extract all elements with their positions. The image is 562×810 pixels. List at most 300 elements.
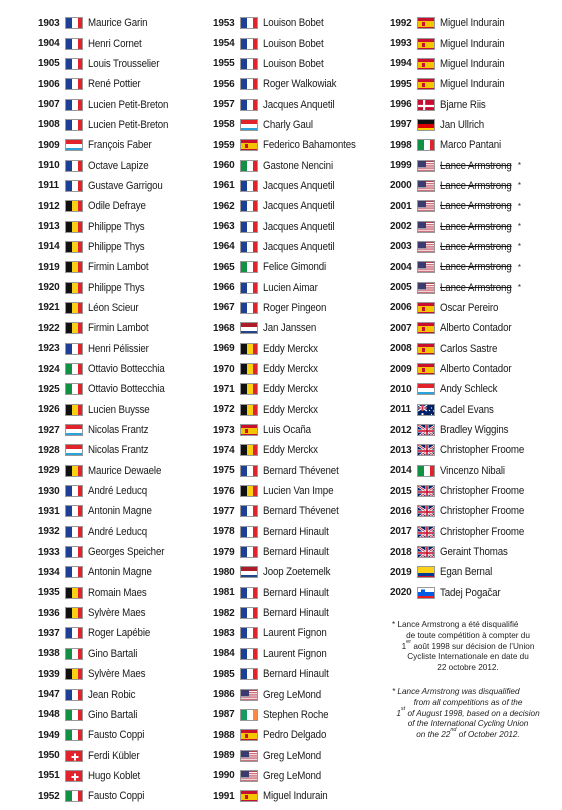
winner-row bbox=[38, 623, 175, 643]
winner-year: 1905 bbox=[38, 58, 60, 70]
winner-name: Lucien Aimar bbox=[263, 281, 318, 294]
winner-name: Charly Gaul bbox=[263, 118, 313, 131]
winner-row bbox=[390, 501, 532, 521]
winner-row bbox=[390, 115, 532, 135]
winner-row bbox=[38, 237, 175, 257]
winner-row bbox=[390, 461, 532, 481]
winner-row bbox=[213, 542, 364, 562]
footnote-text: on the 22 bbox=[416, 730, 451, 740]
winner-year: 1981 bbox=[213, 587, 235, 599]
winner-name: Lance Armstrong bbox=[440, 179, 512, 192]
winner-row bbox=[390, 155, 532, 175]
flag-icon bbox=[417, 465, 435, 477]
footnote-sup: st bbox=[400, 705, 406, 712]
footnote-text: 1 bbox=[401, 641, 407, 651]
winner-year: 1971 bbox=[213, 383, 235, 395]
winner-row bbox=[390, 583, 532, 603]
winner-row bbox=[38, 298, 175, 318]
winner-row bbox=[213, 237, 364, 257]
flag-icon bbox=[65, 302, 83, 314]
winner-name: Firmin Lambot bbox=[88, 261, 149, 274]
winner-year: 2013 bbox=[390, 444, 412, 456]
flag-icon bbox=[65, 465, 83, 477]
winner-row bbox=[213, 277, 364, 297]
footnote-line bbox=[392, 727, 544, 741]
winner-name: Lucien Petit-Breton bbox=[88, 118, 169, 131]
winner-row bbox=[213, 420, 364, 440]
winner-name: Maurice Garin bbox=[88, 17, 148, 30]
winner-name: Greg LeMond bbox=[263, 688, 322, 701]
winner-name: Henri Pélissier bbox=[88, 342, 149, 355]
winner-name: Bernard Hinault bbox=[263, 668, 329, 681]
winner-year: 1925 bbox=[38, 383, 60, 395]
winner-name: Roger Walkowiak bbox=[263, 78, 337, 91]
flag-icon bbox=[240, 546, 258, 558]
winner-name: Lance Armstrong bbox=[440, 240, 512, 253]
footnote-sup: nd bbox=[450, 727, 457, 734]
winner-row bbox=[213, 318, 364, 338]
flag-icon bbox=[65, 322, 83, 334]
flag-icon bbox=[240, 343, 258, 355]
flag-icon bbox=[65, 119, 83, 131]
flag-icon bbox=[65, 282, 83, 294]
winner-name: Bernard Hinault bbox=[263, 525, 329, 538]
winner-row bbox=[213, 115, 364, 135]
footnote-line bbox=[392, 705, 544, 720]
winner-row bbox=[390, 135, 532, 155]
flag-icon bbox=[65, 790, 83, 802]
footnote-line bbox=[392, 638, 544, 653]
winner-row bbox=[213, 359, 364, 379]
winner-name: Miguel Indurain bbox=[440, 37, 505, 50]
winner-row bbox=[38, 74, 175, 94]
flag-icon bbox=[417, 99, 435, 111]
winner-year: 1921 bbox=[38, 302, 60, 314]
winner-name: Lance Armstrong bbox=[440, 200, 512, 213]
winner-row bbox=[390, 54, 532, 74]
winner-year: 1910 bbox=[38, 160, 60, 172]
flag-icon bbox=[417, 546, 435, 558]
winner-year: 1953 bbox=[213, 17, 235, 29]
winner-year: 1919 bbox=[38, 261, 60, 273]
footnote-text: of October 2012. bbox=[456, 730, 520, 740]
flag-icon bbox=[240, 424, 258, 436]
winner-name: Roger Lapébie bbox=[88, 627, 151, 640]
winner-year: 1903 bbox=[38, 17, 60, 29]
flag-icon bbox=[240, 58, 258, 70]
winner-name: Egan Bernal bbox=[440, 566, 493, 579]
flag-icon bbox=[65, 607, 83, 619]
winner-row bbox=[213, 786, 364, 806]
winner-row bbox=[213, 155, 364, 175]
footnote-text: août 1998 sur décision de l’Union bbox=[411, 641, 535, 651]
winner-name: Eddy Merckx bbox=[263, 403, 318, 416]
winner-year: 1977 bbox=[213, 505, 235, 517]
flag-icon bbox=[65, 485, 83, 497]
winner-year: 1926 bbox=[38, 404, 60, 416]
flag-icon bbox=[417, 180, 435, 192]
winner-year: 2001 bbox=[390, 200, 412, 212]
winner-name: Lucien Petit-Breton bbox=[88, 98, 169, 111]
winner-name: Christopher Froome bbox=[440, 444, 525, 457]
winner-row bbox=[390, 400, 532, 420]
winner-row bbox=[38, 481, 175, 501]
winner-name: Gino Bartali bbox=[88, 708, 138, 721]
winner-year: 1965 bbox=[213, 261, 235, 273]
winner-row bbox=[213, 461, 364, 481]
winner-row bbox=[213, 216, 364, 236]
winner-year: 1932 bbox=[38, 526, 60, 538]
winner-name: André Leducq bbox=[88, 525, 148, 538]
flag-icon bbox=[240, 221, 258, 233]
winner-row bbox=[38, 603, 175, 623]
flag-icon bbox=[240, 485, 258, 497]
winner-name: Eddy Merckx bbox=[263, 342, 318, 355]
winner-year: 1983 bbox=[213, 627, 235, 639]
winner-year: 2020 bbox=[390, 587, 412, 599]
winner-year: 2003 bbox=[390, 241, 412, 253]
winner-row bbox=[390, 562, 532, 582]
winner-name: Firmin Lambot bbox=[88, 322, 149, 335]
winner-year: 1907 bbox=[38, 99, 60, 111]
winner-year: 2007 bbox=[390, 322, 412, 334]
winner-year: 1992 bbox=[390, 17, 412, 29]
flag-icon bbox=[417, 383, 435, 395]
flag-icon bbox=[240, 729, 258, 741]
flag-icon bbox=[417, 261, 435, 273]
flag-icon bbox=[417, 322, 435, 334]
winner-year: 1920 bbox=[38, 282, 60, 294]
flag-icon bbox=[240, 322, 258, 334]
winner-year: 1987 bbox=[213, 709, 235, 721]
winner-year: 1909 bbox=[38, 139, 60, 151]
winner-year: 1962 bbox=[213, 200, 235, 212]
flag-icon bbox=[65, 668, 83, 680]
flag-icon bbox=[65, 99, 83, 111]
winner-year: 2000 bbox=[390, 180, 412, 192]
winner-year: 1927 bbox=[38, 424, 60, 436]
winner-row bbox=[38, 176, 175, 196]
winner-row bbox=[38, 420, 175, 440]
winner-row bbox=[213, 501, 364, 521]
winner-name: Sylvère Maes bbox=[88, 607, 146, 620]
winner-row bbox=[213, 135, 364, 155]
winner-year: 1999 bbox=[390, 160, 412, 172]
column-3 bbox=[390, 13, 532, 603]
flag-icon bbox=[417, 282, 435, 294]
winner-row bbox=[38, 522, 175, 542]
winner-year: 1974 bbox=[213, 444, 235, 456]
winner-year: 2012 bbox=[390, 424, 412, 436]
flag-icon bbox=[65, 566, 83, 578]
winner-row bbox=[213, 725, 364, 745]
flag-icon bbox=[417, 526, 435, 538]
flag-icon bbox=[240, 383, 258, 395]
winner-name: Tadej Pogačar bbox=[440, 586, 501, 599]
winner-name: Louison Bobet bbox=[263, 17, 324, 30]
flag-icon bbox=[240, 404, 258, 416]
winner-name: Sylvère Maes bbox=[88, 668, 146, 681]
flag-icon bbox=[417, 200, 435, 212]
flag-icon bbox=[65, 78, 83, 90]
winner-year: 1911 bbox=[38, 180, 59, 192]
winner-year: 1928 bbox=[38, 444, 60, 456]
winner-year: 1949 bbox=[38, 729, 60, 741]
winner-year: 1960 bbox=[213, 160, 235, 172]
footnote-text: 1 bbox=[396, 708, 401, 718]
footnote-mark: * bbox=[517, 283, 521, 293]
winner-year: 1923 bbox=[38, 343, 60, 355]
winner-name: Christopher Froome bbox=[440, 485, 525, 498]
footnote-french bbox=[392, 620, 544, 674]
footnote-line: Lance Armstrong was disqualified bbox=[397, 687, 520, 696]
winner-year: 1972 bbox=[213, 404, 235, 416]
winner-row bbox=[390, 94, 532, 114]
winner-year: 1989 bbox=[213, 750, 235, 762]
winner-name: Laurent Fignon bbox=[263, 627, 327, 640]
footnote-mark: * bbox=[517, 181, 521, 191]
flag-icon bbox=[240, 302, 258, 314]
flag-icon bbox=[65, 709, 83, 721]
winner-name: Bradley Wiggins bbox=[440, 424, 509, 437]
flag-icon bbox=[417, 241, 435, 253]
flag-icon bbox=[417, 505, 435, 517]
winner-year: 1904 bbox=[38, 38, 60, 50]
winner-year: 1986 bbox=[213, 689, 235, 701]
flag-icon bbox=[240, 78, 258, 90]
winner-year: 1939 bbox=[38, 668, 60, 680]
winner-name: Georges Speicher bbox=[88, 546, 165, 559]
winner-row bbox=[390, 298, 532, 318]
winner-name: René Pottier bbox=[88, 78, 141, 91]
winner-year: 1995 bbox=[390, 78, 412, 90]
flag-icon bbox=[417, 160, 435, 172]
winner-row bbox=[38, 644, 175, 664]
winner-name: Eddy Merckx bbox=[263, 363, 318, 376]
winner-name: Greg LeMond bbox=[263, 769, 322, 782]
winner-name: Miguel Indurain bbox=[440, 78, 505, 91]
winner-name: Eddy Merckx bbox=[263, 444, 318, 457]
flag-icon bbox=[417, 404, 435, 416]
winner-row bbox=[38, 461, 175, 481]
flag-icon bbox=[65, 627, 83, 639]
winner-name: Miguel Indurain bbox=[440, 57, 505, 70]
winner-row bbox=[38, 54, 175, 74]
flag-icon bbox=[240, 282, 258, 294]
winner-row bbox=[38, 379, 175, 399]
winner-name: Jacques Anquetil bbox=[263, 179, 335, 192]
winner-row bbox=[38, 684, 175, 704]
winner-year: 1997 bbox=[390, 119, 412, 131]
flag-icon bbox=[240, 38, 258, 50]
winner-row bbox=[38, 766, 175, 786]
winner-name: Bernard Hinault bbox=[263, 586, 329, 599]
flag-icon bbox=[240, 363, 258, 375]
winner-year: 2018 bbox=[390, 546, 412, 558]
winner-row bbox=[38, 562, 175, 582]
flag-icon bbox=[240, 139, 258, 151]
flag-icon bbox=[65, 729, 83, 741]
winner-year: 1961 bbox=[213, 180, 235, 192]
winner-name: Bernard Hinault bbox=[263, 546, 329, 559]
winner-name: Philippe Thys bbox=[88, 220, 145, 233]
flag-icon bbox=[417, 78, 435, 90]
winner-row bbox=[213, 745, 364, 765]
footnote-text: of August 1998, based on a decision bbox=[405, 708, 540, 718]
winner-row bbox=[390, 440, 532, 460]
winner-year: 1973 bbox=[213, 424, 235, 436]
winner-year: 1933 bbox=[38, 546, 60, 558]
winner-row bbox=[390, 359, 532, 379]
winner-row bbox=[38, 400, 175, 420]
winner-year: 1991 bbox=[213, 790, 235, 802]
winner-row bbox=[38, 115, 175, 135]
winner-row bbox=[390, 339, 532, 359]
footnote-line: Lance Armstrong a été disqualifié bbox=[397, 620, 519, 629]
winner-name: Federico Bahamontes bbox=[263, 139, 356, 152]
winner-row bbox=[38, 94, 175, 114]
winner-year: 1978 bbox=[213, 526, 235, 538]
winner-name: Lance Armstrong bbox=[440, 281, 512, 294]
flag-icon bbox=[240, 465, 258, 477]
winner-name: Jan Ullrich bbox=[440, 118, 484, 131]
flag-icon bbox=[417, 119, 435, 131]
winner-year: 1934 bbox=[38, 566, 60, 578]
flag-icon bbox=[240, 180, 258, 192]
winner-row bbox=[38, 13, 175, 33]
winner-year: 1964 bbox=[213, 241, 235, 253]
winner-name: Antonin Magne bbox=[88, 505, 152, 518]
winner-row bbox=[38, 542, 175, 562]
winner-year: 1988 bbox=[213, 729, 235, 741]
winner-row bbox=[213, 766, 364, 786]
winner-year: 2005 bbox=[390, 282, 412, 294]
flag-icon bbox=[240, 17, 258, 29]
winner-name: Oscar Pereiro bbox=[440, 301, 499, 314]
winner-year: 1975 bbox=[213, 465, 235, 477]
winner-year: 1924 bbox=[38, 363, 60, 375]
winner-row bbox=[38, 257, 175, 277]
footnote-mark: * bbox=[392, 687, 396, 696]
flag-icon bbox=[240, 261, 258, 273]
winner-name: Stephen Roche bbox=[263, 708, 329, 721]
winner-name: Jacques Anquetil bbox=[263, 98, 335, 111]
winner-name: Odile Defraye bbox=[88, 200, 146, 213]
winner-year: 2002 bbox=[390, 221, 412, 233]
winner-name: Luis Ocaña bbox=[263, 424, 311, 437]
winner-row bbox=[213, 379, 364, 399]
winner-name: Bernard Hinault bbox=[263, 607, 329, 620]
winner-name: Lucien Buysse bbox=[88, 403, 150, 416]
winner-year: 1998 bbox=[390, 139, 412, 151]
winner-row bbox=[213, 522, 364, 542]
winner-year: 2019 bbox=[390, 566, 412, 578]
winner-year: 1966 bbox=[213, 282, 235, 294]
winner-name: Louison Bobet bbox=[263, 57, 324, 70]
flag-icon bbox=[65, 404, 83, 416]
winner-name: Eddy Merckx bbox=[263, 383, 318, 396]
winner-year: 2016 bbox=[390, 505, 412, 517]
flag-icon bbox=[417, 485, 435, 497]
column-1 bbox=[38, 13, 175, 806]
winner-year: 1931 bbox=[38, 505, 60, 517]
footnote-english bbox=[392, 687, 544, 741]
footnote-line: from all competitions as of the bbox=[413, 697, 523, 707]
winner-name: Philippe Thys bbox=[88, 240, 145, 253]
winner-year: 1906 bbox=[38, 78, 60, 90]
winner-year: 2004 bbox=[390, 261, 412, 273]
winner-row bbox=[390, 176, 532, 196]
footnote-line: Cycliste Internationale en date du bbox=[407, 652, 529, 662]
winner-row bbox=[213, 196, 364, 216]
winner-year: 1993 bbox=[390, 38, 412, 50]
winner-row bbox=[213, 603, 364, 623]
winner-year: 1994 bbox=[390, 58, 412, 70]
footnote-line: 22 octobre 2012. bbox=[437, 663, 499, 673]
winner-year: 1913 bbox=[38, 221, 60, 233]
flag-icon bbox=[65, 546, 83, 558]
winner-row bbox=[213, 664, 364, 684]
flag-icon bbox=[240, 648, 258, 660]
winner-name: Philippe Thys bbox=[88, 281, 145, 294]
flag-icon bbox=[65, 58, 83, 70]
flag-icon bbox=[417, 302, 435, 314]
winner-name: Gino Bartali bbox=[88, 647, 138, 660]
winner-year: 1922 bbox=[38, 322, 60, 334]
winner-name: Maurice Dewaele bbox=[88, 464, 162, 477]
footnote-mark: * bbox=[392, 620, 396, 629]
winner-row bbox=[213, 257, 364, 277]
winner-year: 1938 bbox=[38, 648, 60, 660]
winner-year: 1951 bbox=[38, 770, 60, 782]
winner-year: 1990 bbox=[213, 770, 235, 782]
winner-name: François Faber bbox=[88, 139, 152, 152]
winner-row bbox=[390, 216, 532, 236]
winner-name: Lance Armstrong bbox=[440, 159, 512, 172]
winner-name: Hugo Koblet bbox=[88, 769, 141, 782]
winner-name: Alberto Contador bbox=[440, 363, 512, 376]
flag-icon bbox=[65, 648, 83, 660]
flag-icon bbox=[65, 139, 83, 151]
flag-icon bbox=[65, 526, 83, 538]
flag-icon bbox=[240, 668, 258, 680]
winner-name: Geraint Thomas bbox=[440, 546, 508, 559]
flag-icon bbox=[65, 587, 83, 599]
flag-icon bbox=[417, 17, 435, 29]
winner-row bbox=[38, 786, 175, 806]
footnote-mark: * bbox=[517, 242, 521, 252]
winner-name: Ottavio Bottecchia bbox=[88, 363, 165, 376]
footnote-line: de toute compétition à compter du bbox=[406, 630, 530, 640]
winner-name: Henri Cornet bbox=[88, 37, 142, 50]
winner-row bbox=[38, 216, 175, 236]
winner-year: 1956 bbox=[213, 78, 235, 90]
winner-year: 2017 bbox=[390, 526, 412, 538]
flag-icon bbox=[417, 444, 435, 456]
winner-name: Nicolas Frantz bbox=[88, 424, 149, 437]
winner-year: 1936 bbox=[38, 607, 60, 619]
flag-icon bbox=[65, 505, 83, 517]
flag-icon bbox=[65, 241, 83, 253]
winner-name: Gastone Nencini bbox=[263, 159, 333, 172]
flag-icon bbox=[65, 424, 83, 436]
winner-row bbox=[213, 298, 364, 318]
winner-row bbox=[38, 196, 175, 216]
winner-name: Fausto Coppi bbox=[88, 729, 145, 742]
flag-icon bbox=[65, 363, 83, 375]
winner-row bbox=[213, 94, 364, 114]
winner-row bbox=[213, 176, 364, 196]
